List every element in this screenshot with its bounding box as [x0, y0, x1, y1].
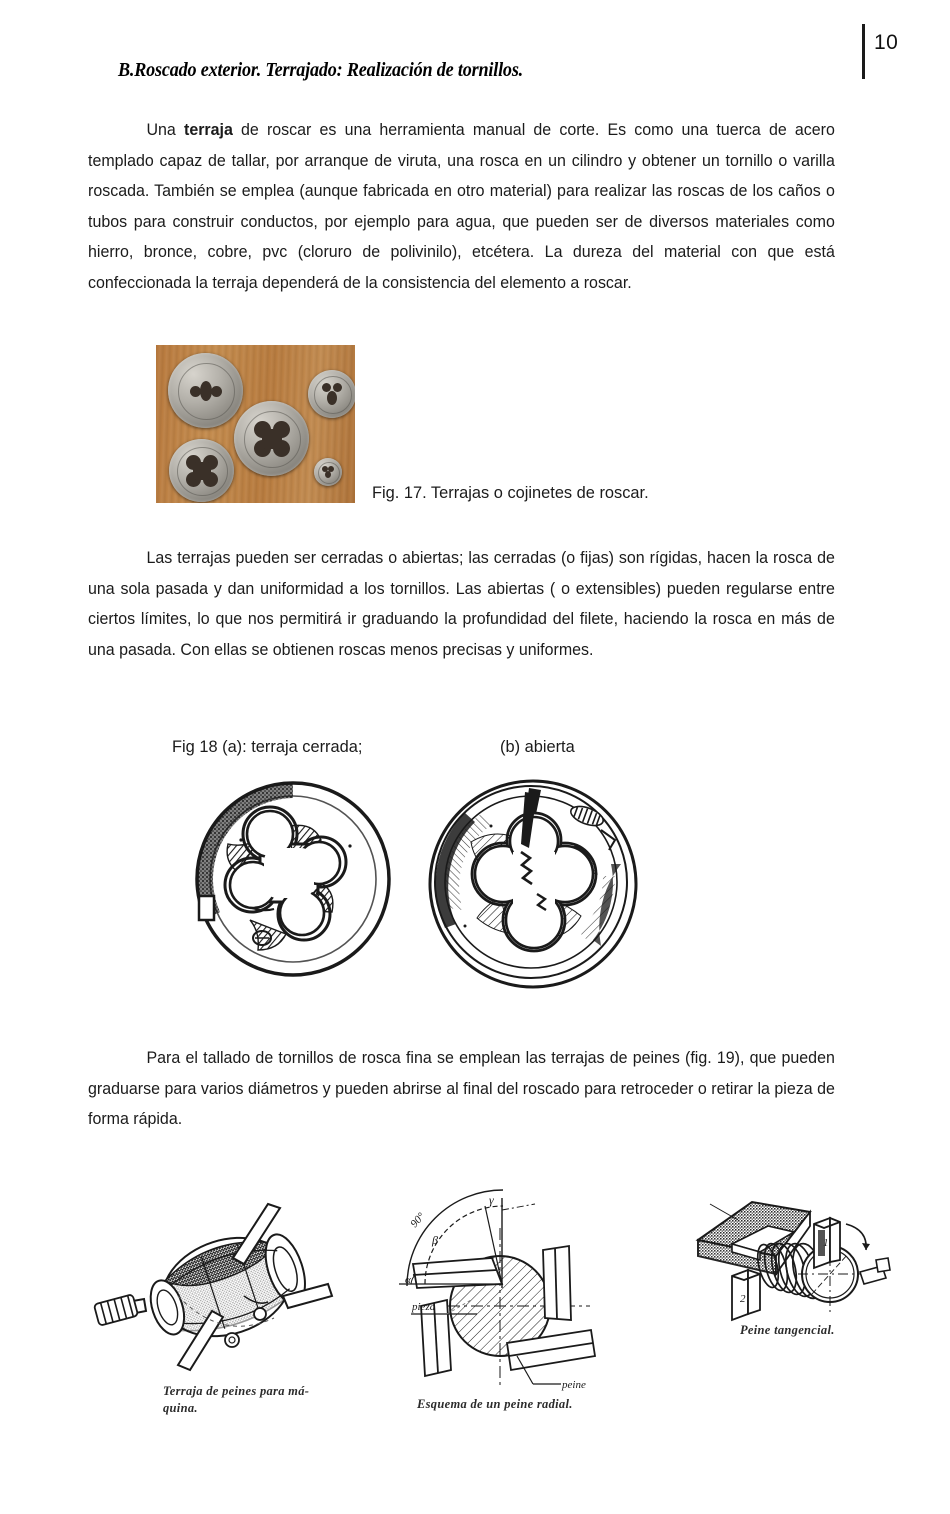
- figure-19a-caption: [163, 1383, 383, 1417]
- figure-19b-radial-chaser-schematic: [385, 1188, 610, 1398]
- page-title: B.Roscado exterior. Terrajado: Realización de tornillos.: [118, 60, 524, 81]
- figure-19c-caption: Peine tangencial.: [740, 1323, 835, 1337]
- header-divider-rule: [862, 24, 865, 79]
- paragraph-intro-pre: Una: [146, 121, 184, 139]
- die-cutting-holes: [190, 381, 222, 401]
- threading-die-large-left: [168, 353, 243, 428]
- term-terraja: terraja: [183, 121, 233, 139]
- label-beta: β: [432, 1233, 438, 1247]
- paragraph-intro-post: de roscar es una herramienta manual de corte. Es como una tuerca de acero templado capaz de tallar, por arranque de viruta, una rosca en un cilindro y obtener un tornillo o varilla roscada. También se emplea (aunque fabricada en otro material) para realizar las roscas de los caños o tubos para construir conductos, por ejemplo para agua, que pueden ser de diversos materiales como hierro, bronce, cobre, pvc (cloruro de polivinilo), etcétera. La dureza del material con que está confeccionada la terraja dependerá de la consistencia del elemento a roscar.: [88, 121, 835, 292]
- figure-17-photo: [156, 345, 355, 503]
- label-alpha: α: [405, 1274, 411, 1286]
- paragraph-intro: [88, 115, 835, 298]
- threading-die-upper-right: [308, 370, 355, 418]
- paragraph-2-text: Las terrajas pueden ser cerradas o abiertas; las cerradas (o fijas) son rígidas, hacen la rosca de una sola pasada y dan uniformidad a los tornillos. Las abiertas ( o extensibles) pueden regularse entre ciertos límites, lo que nos permitirá ir graduando la profundidad del filete, haciendo la rosca en más de una pasada. Con ellas se obtienen roscas menos precisas y uniformes.: [88, 549, 835, 659]
- figure-18b-caption: (b) abierta: [500, 738, 575, 756]
- label-peine: peine: [562, 1379, 586, 1391]
- label-angle-90: 90°: [408, 1210, 428, 1231]
- paragraph-3-text: Para el tallado de tornillos de rosca fina se emplean las terrajas de peines (fig. 19), que pueden graduarse para varios diámetros y pueden abrirse al final del roscado para retroceder o retirar la pieza de forma rápida.: [88, 1049, 835, 1128]
- die-cutting-holes: [185, 454, 219, 488]
- figure-19b-caption: Esquema de un peine radial.: [417, 1397, 573, 1411]
- figure-19a-caption-line2: quina.: [163, 1401, 198, 1415]
- figure-18a-caption: Fig 18 (a): terraja cerrada;: [172, 738, 363, 756]
- figure-19c-tangential-chaser: [690, 1190, 905, 1325]
- label-gamma: γ: [489, 1193, 494, 1207]
- label-chaser-2: 2: [740, 1293, 746, 1305]
- die-cutting-holes: [321, 383, 343, 405]
- die-cutting-holes: [252, 419, 292, 459]
- page-number: 10: [874, 31, 899, 54]
- figure-19a-caption-line1: Terraja de peines para má-: [163, 1384, 310, 1398]
- threading-die-lower-left: [169, 439, 234, 502]
- figure-17-caption: Fig. 17. Terrajas o cojinetes de roscar.: [372, 484, 649, 502]
- figure-18a-closed-die-drawing: [190, 768, 400, 990]
- label-pieza: pieza: [412, 1301, 436, 1313]
- threading-die-center: [234, 401, 309, 476]
- die-cutting-holes: [322, 466, 334, 478]
- threading-die-small: [314, 458, 342, 486]
- figure-19a-machine-chaser-head: [92, 1192, 362, 1387]
- label-chaser-1: 1: [823, 1237, 829, 1249]
- figure-18b-open-die-drawing: [425, 768, 643, 996]
- paragraph-open-closed-dies: [88, 543, 835, 665]
- paragraph-chasers: [88, 1043, 835, 1135]
